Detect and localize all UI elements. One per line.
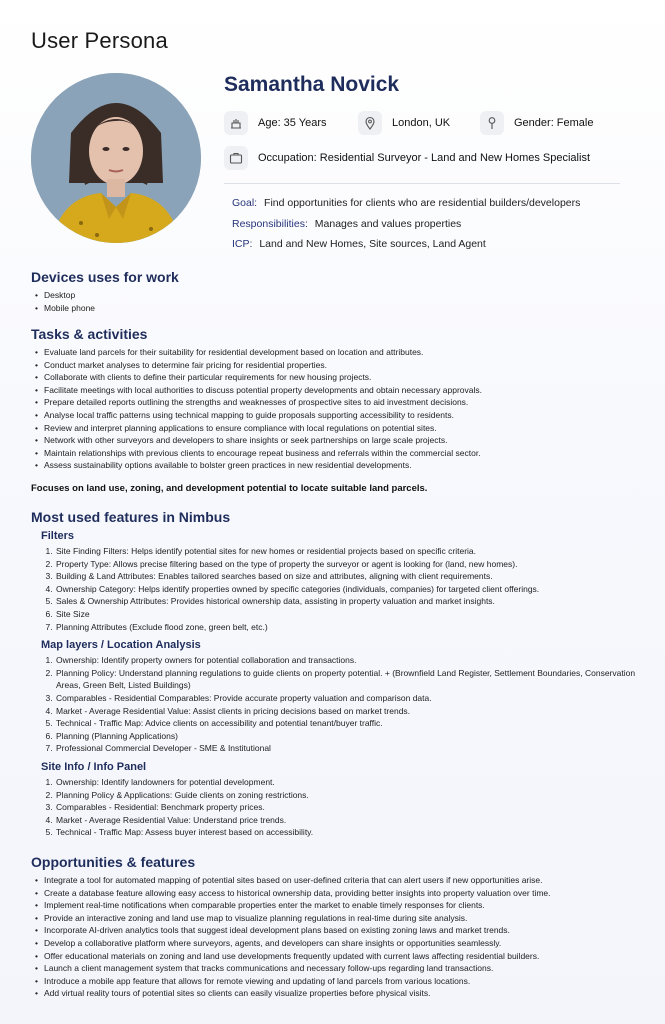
- list-item: • Conduct market analyses to determine fair pricing for residential properties.: [35, 359, 641, 372]
- list-item: 2. Planning Policy: Understand planning regulations to guide clients on property potential. + (Brownfield Land Register, Settlement Boundaries, Conservation Areas, Green Belt, Listed Buildings): [55, 667, 641, 692]
- gender-text: Gender: Female: [514, 117, 594, 129]
- list-item: 5. Technical - Traffic Map: Advice clients on accessibility and potential tenant/buyer traffic.: [55, 717, 641, 730]
- list-item: 4. Market - Average Residential Value: Understand price trends.: [55, 814, 641, 827]
- occupation-text: Occupation: Residential Surveyor - Land and New Homes Specialist: [258, 152, 590, 164]
- list-item: 6. Planning (Planning Applications): [55, 730, 641, 743]
- list-item: • Assess sustainability options available to bolster green practices in new residential developments.: [35, 459, 641, 472]
- avatar-portrait: [31, 73, 201, 243]
- list-item: 2. Property Type: Allows precise filtering based on the type of property the surveyor or agent is looking for (land, new homes).: [55, 558, 641, 571]
- list-item: • Network with other surveyors and developers to share insights or seek partnerships on large scale projects.: [35, 434, 641, 447]
- devices-title: Devices uses for work: [31, 269, 179, 285]
- list-item: • Provide an interactive zoning and land use map to visualize planning regulations in real-time during site analysis.: [35, 912, 641, 925]
- opportunities-section: [31, 854, 641, 1000]
- map-layers-title: Map layers / Location Analysis: [41, 639, 201, 652]
- age-info: [224, 111, 327, 135]
- responsibilities-label: Responsibilities:: [232, 218, 308, 230]
- list-item: 1. Site Finding Filters: Helps identify potential sites for new homes or residential projects based on specific criteria.: [55, 545, 641, 558]
- list-item: • Review and interpret planning applications to ensure compliance with local regulations on potential sites.: [35, 422, 641, 435]
- icp-row: [232, 238, 486, 250]
- location-info: [358, 111, 450, 135]
- divider: [224, 183, 620, 184]
- cake-icon: [224, 111, 248, 135]
- list-item: 7. Planning Attributes (Exclude flood zone, green belt, etc.): [55, 621, 641, 634]
- focus-statement: Focuses on land use, zoning, and development potential to locate suitable land parcels.: [31, 483, 428, 494]
- tasks-section: [31, 326, 641, 472]
- list-item: • Introduce a mobile app feature that allows for remote viewing and updating of land parcels from various locations.: [35, 975, 641, 988]
- list-item: • Add virtual reality tours of potential sites so clients can easily visualize properties before physical visits.: [35, 987, 641, 1000]
- persona-name: Samantha Novick: [224, 73, 400, 96]
- occupation-info: [224, 146, 590, 170]
- list-item: • Analyse local traffic patterns using technical mapping to guide proposals supporting accessibility to residents.: [35, 409, 641, 422]
- devices-section: [31, 269, 641, 314]
- list-item: • Create a database feature allowing easy access to historical ownership data, providing better insights into property valuation over time.: [35, 887, 641, 900]
- list-item: 4. Ownership Category: Helps identify properties owned by specific categories (individuals, companies) for targeted client offerings.: [55, 583, 641, 596]
- list-item: • Launch a client management system that tracks communications and necessary follow-ups regarding land transactions.: [35, 962, 641, 975]
- list-item: • Mobile phone: [35, 302, 641, 315]
- map-pin-icon: [358, 111, 382, 135]
- list-item: • Collaborate with clients to define their particular requirements for new housing projects.: [35, 371, 641, 384]
- list-item: • Incorporate AI-driven analytics tools that suggest ideal development plans based on existing zoning laws and market trends.: [35, 924, 641, 937]
- gender-info: [480, 111, 593, 135]
- site-info-title: Site Info / Info Panel: [41, 760, 147, 773]
- map-layers-list: [55, 654, 641, 755]
- site-info-list: [55, 776, 641, 839]
- filters-list: [55, 545, 641, 633]
- list-item: 5. Technical - Traffic Map: Assess buyer interest based on accessibility.: [55, 826, 641, 839]
- list-item: 3. Comparables - Residential Comparables: Provide accurate property valuation and comparison data.: [55, 692, 641, 705]
- filters-title: Filters: [41, 530, 75, 542]
- list-item: 2. Planning Policy & Applications: Guide clients on zoning restrictions.: [55, 789, 641, 802]
- list-item: • Prepare detailed reports outlining the strengths and weaknesses of prospective sites to aid investment decisions.: [35, 396, 641, 409]
- list-item: • Offer educational materials on zoning and land use developments frequently updated with current laws affecting residential builders.: [35, 950, 641, 963]
- list-item: 7. Professional Commercial Developer - SME & Institutional: [55, 742, 641, 755]
- features-section: [31, 509, 641, 839]
- goal-value: Find opportunities for clients who are residential builders/developers: [264, 197, 581, 209]
- list-item: 5. Sales & Ownership Attributes: Provides historical ownership data, assisting in property valuation and market insights.: [55, 595, 641, 608]
- list-item: • Desktop: [35, 289, 641, 302]
- page-title: User Persona: [31, 28, 168, 53]
- avatar: [31, 73, 201, 243]
- goal-label: Goal:: [232, 197, 258, 209]
- list-item: • Evaluate land parcels for their suitability for residential development based on location and attributes.: [35, 346, 641, 359]
- features-title: Most used features in Nimbus: [31, 509, 231, 525]
- list-item: 6. Site Size: [55, 608, 641, 621]
- list-item: 1. Ownership: Identify landowners for potential development.: [55, 776, 641, 789]
- list-item: 3. Comparables - Residential: Benchmark property prices.: [55, 801, 641, 814]
- goal-row: [232, 197, 580, 209]
- icp-label: ICP:: [232, 238, 253, 250]
- responsibilities-row: [232, 218, 461, 230]
- list-item: • Facilitate meetings with local authorities to discuss potential property developments and obtain necessary approvals.: [35, 384, 641, 397]
- list-item: 1. Ownership: Identify property owners for potential collaboration and transactions.: [55, 654, 641, 667]
- list-item: 4. Market - Average Residential Value: Assist clients in pricing decisions based on market trends.: [55, 705, 641, 718]
- list-item: • Develop a collaborative platform where surveyors, agents, and developers can share insights or opportunities seamlessly.: [35, 937, 641, 950]
- opportunities-title: Opportunities & features: [31, 854, 196, 870]
- devices-list: [35, 289, 641, 314]
- responsibilities-value: Manages and values properties: [314, 218, 462, 230]
- icp-value: Land and New Homes, Site sources, Land Agent: [259, 238, 486, 250]
- opportunities-list: [35, 874, 641, 1000]
- list-item: 3. Building & Land Attributes: Enables tailored searches based on size and attributes, aligning with client requirements.: [55, 570, 641, 583]
- tasks-title: Tasks & activities: [31, 326, 148, 342]
- list-item: • Integrate a tool for automated mapping of potential sites based on user-defined criteria that can alert users if new opportunities arise.: [35, 874, 641, 887]
- pin-icon: [480, 111, 504, 135]
- location-text: London, UK: [392, 117, 451, 129]
- age-text: Age: 35 Years: [258, 117, 327, 129]
- list-item: • Implement real-time notifications when comparable properties enter the market to enable timely responses for clients.: [35, 899, 641, 912]
- briefcase-icon: [224, 146, 248, 170]
- tasks-list: [35, 346, 641, 472]
- list-item: • Maintain relationships with previous clients to encourage repeat business and referrals within the commercial sector.: [35, 447, 641, 460]
